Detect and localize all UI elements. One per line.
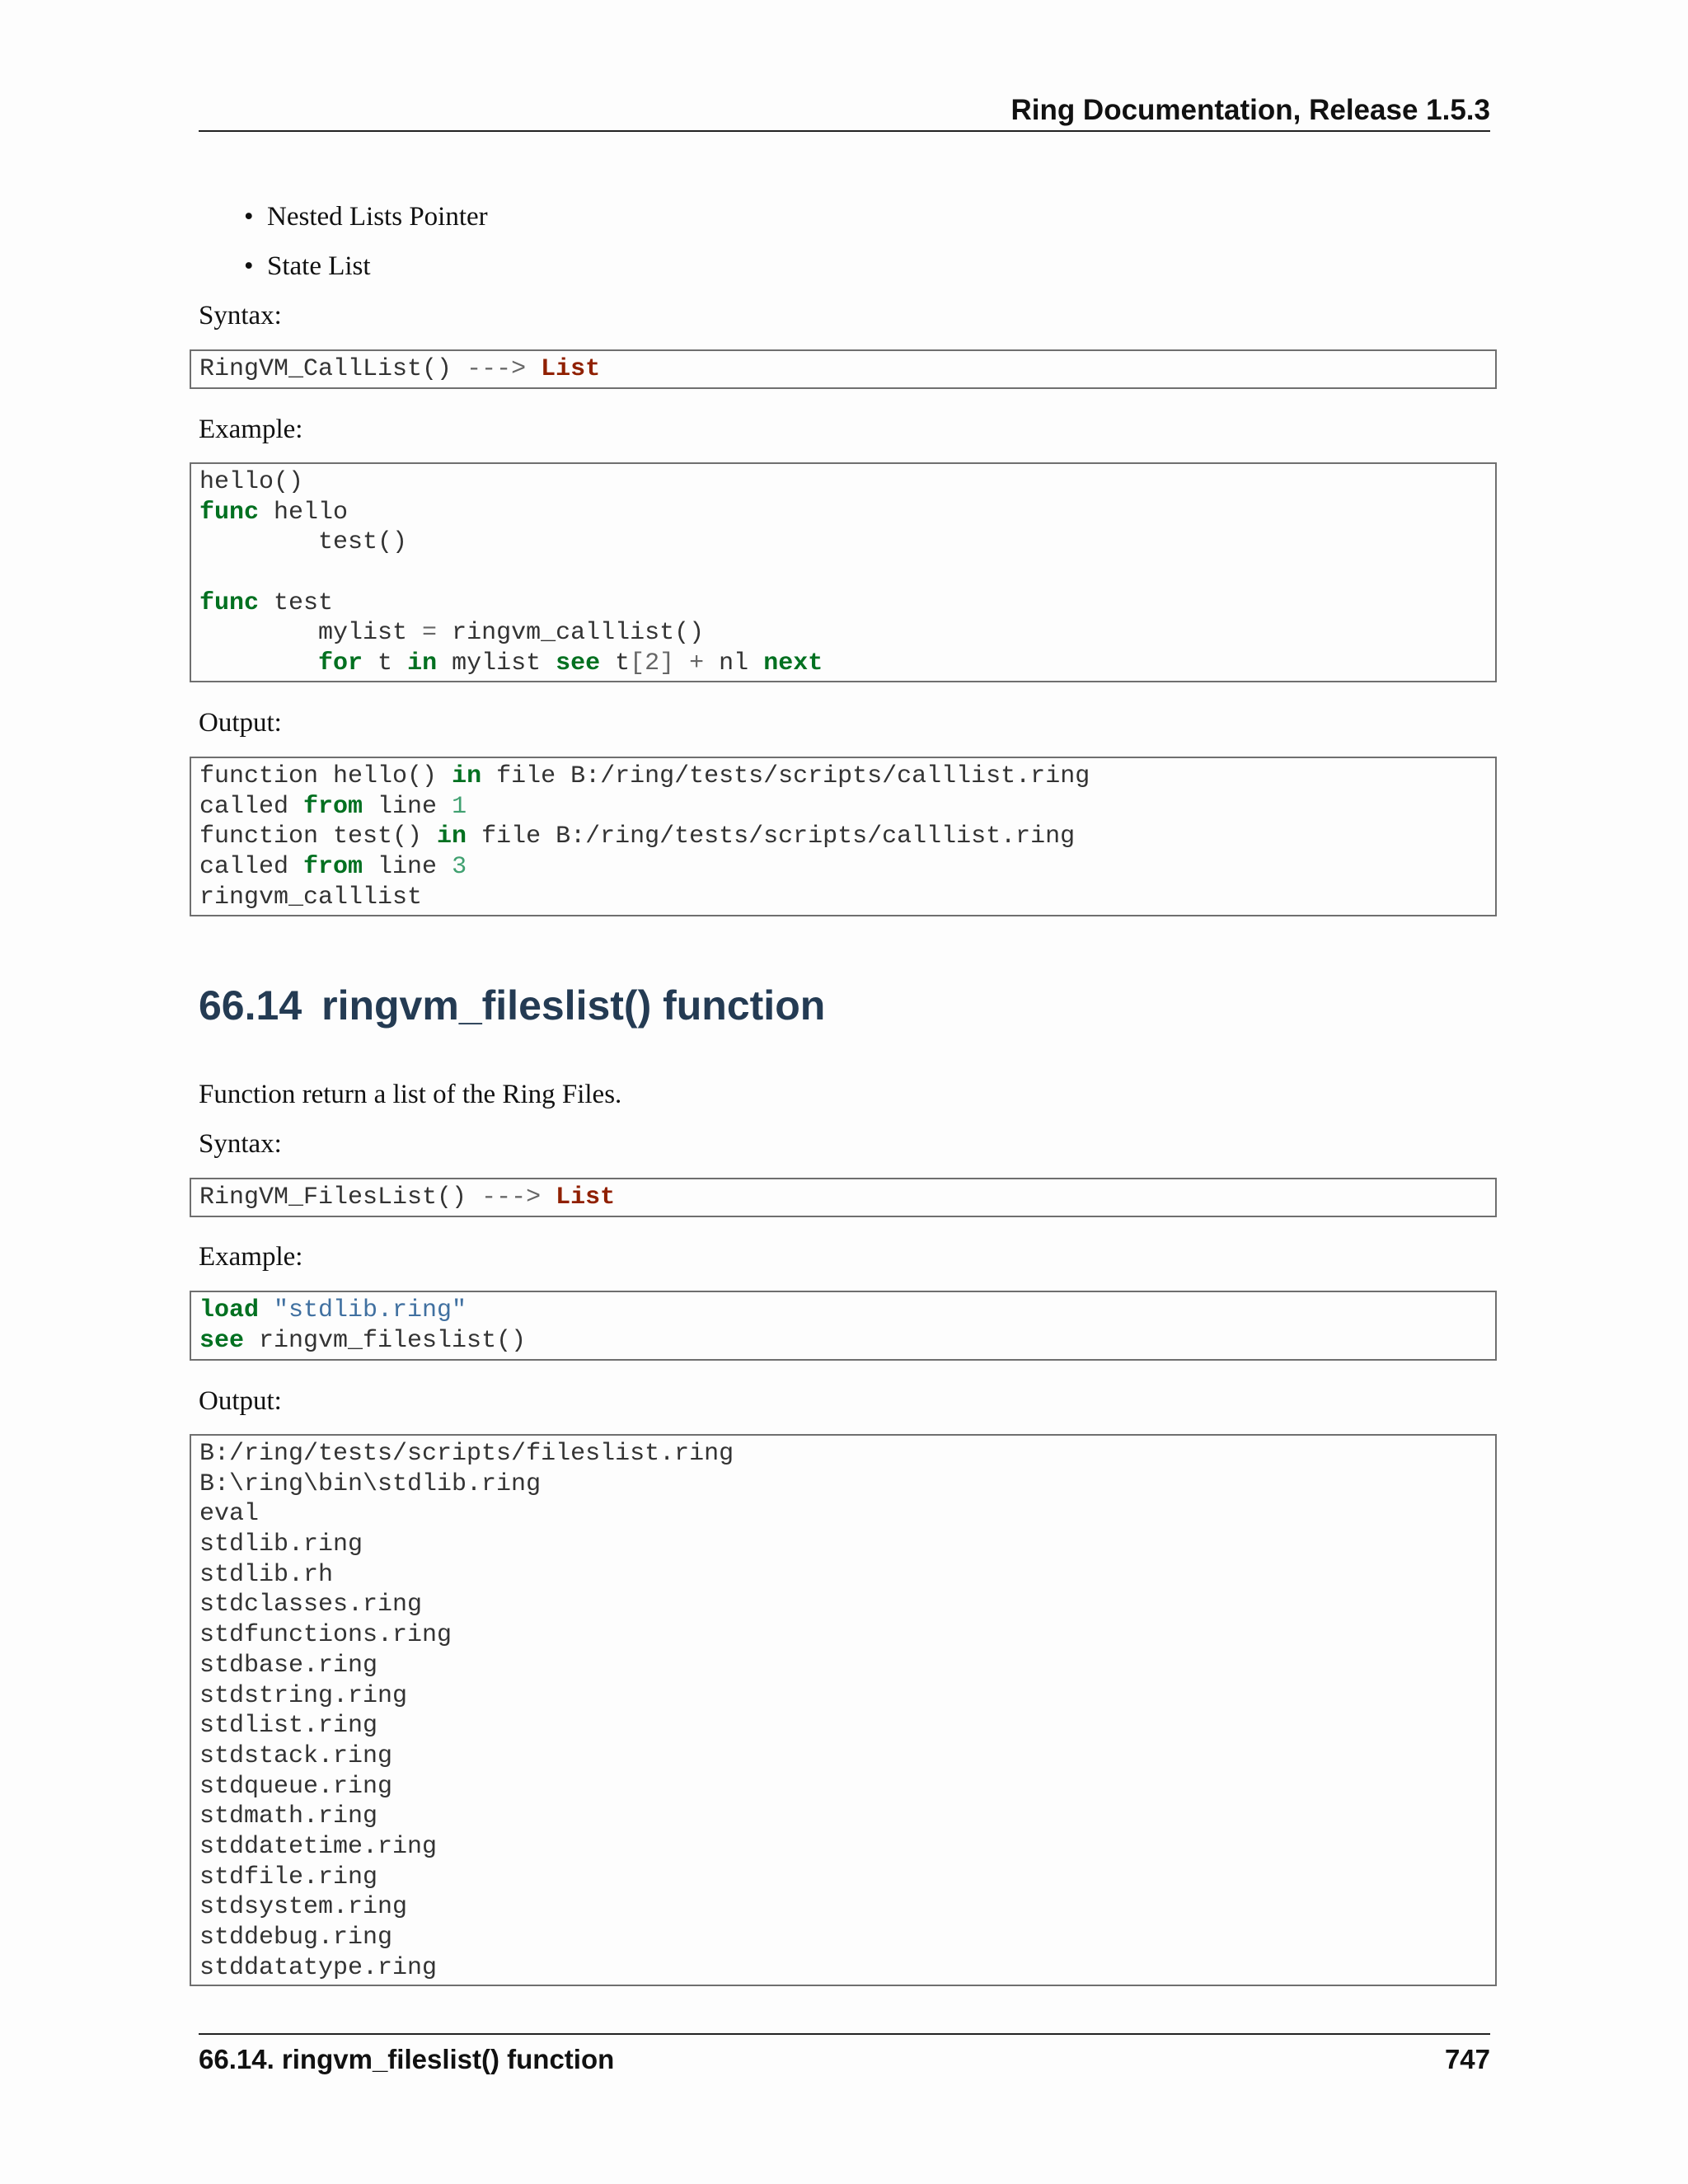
running-header: Ring Documentation, Release 1.5.3 xyxy=(199,92,1490,132)
syntax-code-block: RingVM_CallList() ---> List xyxy=(190,349,1497,389)
output-line: stdmath.ring xyxy=(199,1802,378,1831)
syntax-code-block: RingVM_FilesList() ---> List xyxy=(190,1178,1497,1217)
bullet-item: • Nested Lists Pointer xyxy=(244,202,488,232)
output-line: stdsystem.ring xyxy=(199,1893,408,1922)
output-label: Output: xyxy=(199,708,282,738)
description-text: Function return a list of the Ring Files. xyxy=(199,1080,622,1109)
output-line: stdlib.rh xyxy=(199,1560,334,1589)
output-line: B:/ring/tests/scripts/fileslist.ring xyxy=(199,1440,734,1468)
bullet-item: • State List xyxy=(244,251,371,281)
output-line: stdstring.ring xyxy=(199,1681,408,1710)
output-line: stdstack.ring xyxy=(199,1741,393,1770)
output-line: stdfunctions.ring xyxy=(199,1621,452,1650)
output-line: stdqueue.ring xyxy=(199,1772,393,1801)
output-code-block xyxy=(190,1434,1497,1986)
output-line: stddatetime.ring xyxy=(199,1832,438,1861)
output-line: stdlist.ring xyxy=(199,1712,378,1741)
output-line: stdlib.ring xyxy=(199,1530,363,1559)
bullet-icon: • xyxy=(244,202,254,232)
example-code-block: hello() func hello test() func test mylist = ringvm_calllist() for t in mylist see t[2] + nl next xyxy=(190,462,1497,682)
output-line: stddatatype.ring xyxy=(199,1953,438,1982)
output-line: B:\ring\bin\stdlib.ring xyxy=(199,1469,542,1498)
syntax-label: Syntax: xyxy=(199,1129,282,1159)
bullet-icon: • xyxy=(244,251,254,281)
output-line: stdbase.ring xyxy=(199,1651,378,1680)
example-label: Example: xyxy=(199,415,303,444)
syntax-label: Syntax: xyxy=(199,301,282,330)
output-line: stdclasses.ring xyxy=(199,1591,423,1619)
output-line: stddebug.ring xyxy=(199,1924,393,1952)
page-footer xyxy=(199,2033,1490,2076)
output-line: stdfile.ring xyxy=(199,1863,378,1891)
output-line: eval xyxy=(199,1500,260,1529)
output-code-block: function hello() in file B:/ring/tests/scripts/calllist.ring called from line 1 function test() in file B:/ring/tests/scripts/calllist.ring called from line 3 ringvm_calllist xyxy=(190,757,1497,916)
section-heading: 66.14 ringvm_fileslist() function xyxy=(199,982,826,1029)
page-number: 747 xyxy=(1444,2044,1490,2074)
example-label: Example: xyxy=(199,1242,303,1272)
example-code-block: load "stdlib.ring" see ringvm_fileslist() xyxy=(190,1291,1497,1361)
footer-section: 66.14. ringvm_fileslist() function xyxy=(199,2044,615,2074)
output-label: Output: xyxy=(199,1386,282,1416)
